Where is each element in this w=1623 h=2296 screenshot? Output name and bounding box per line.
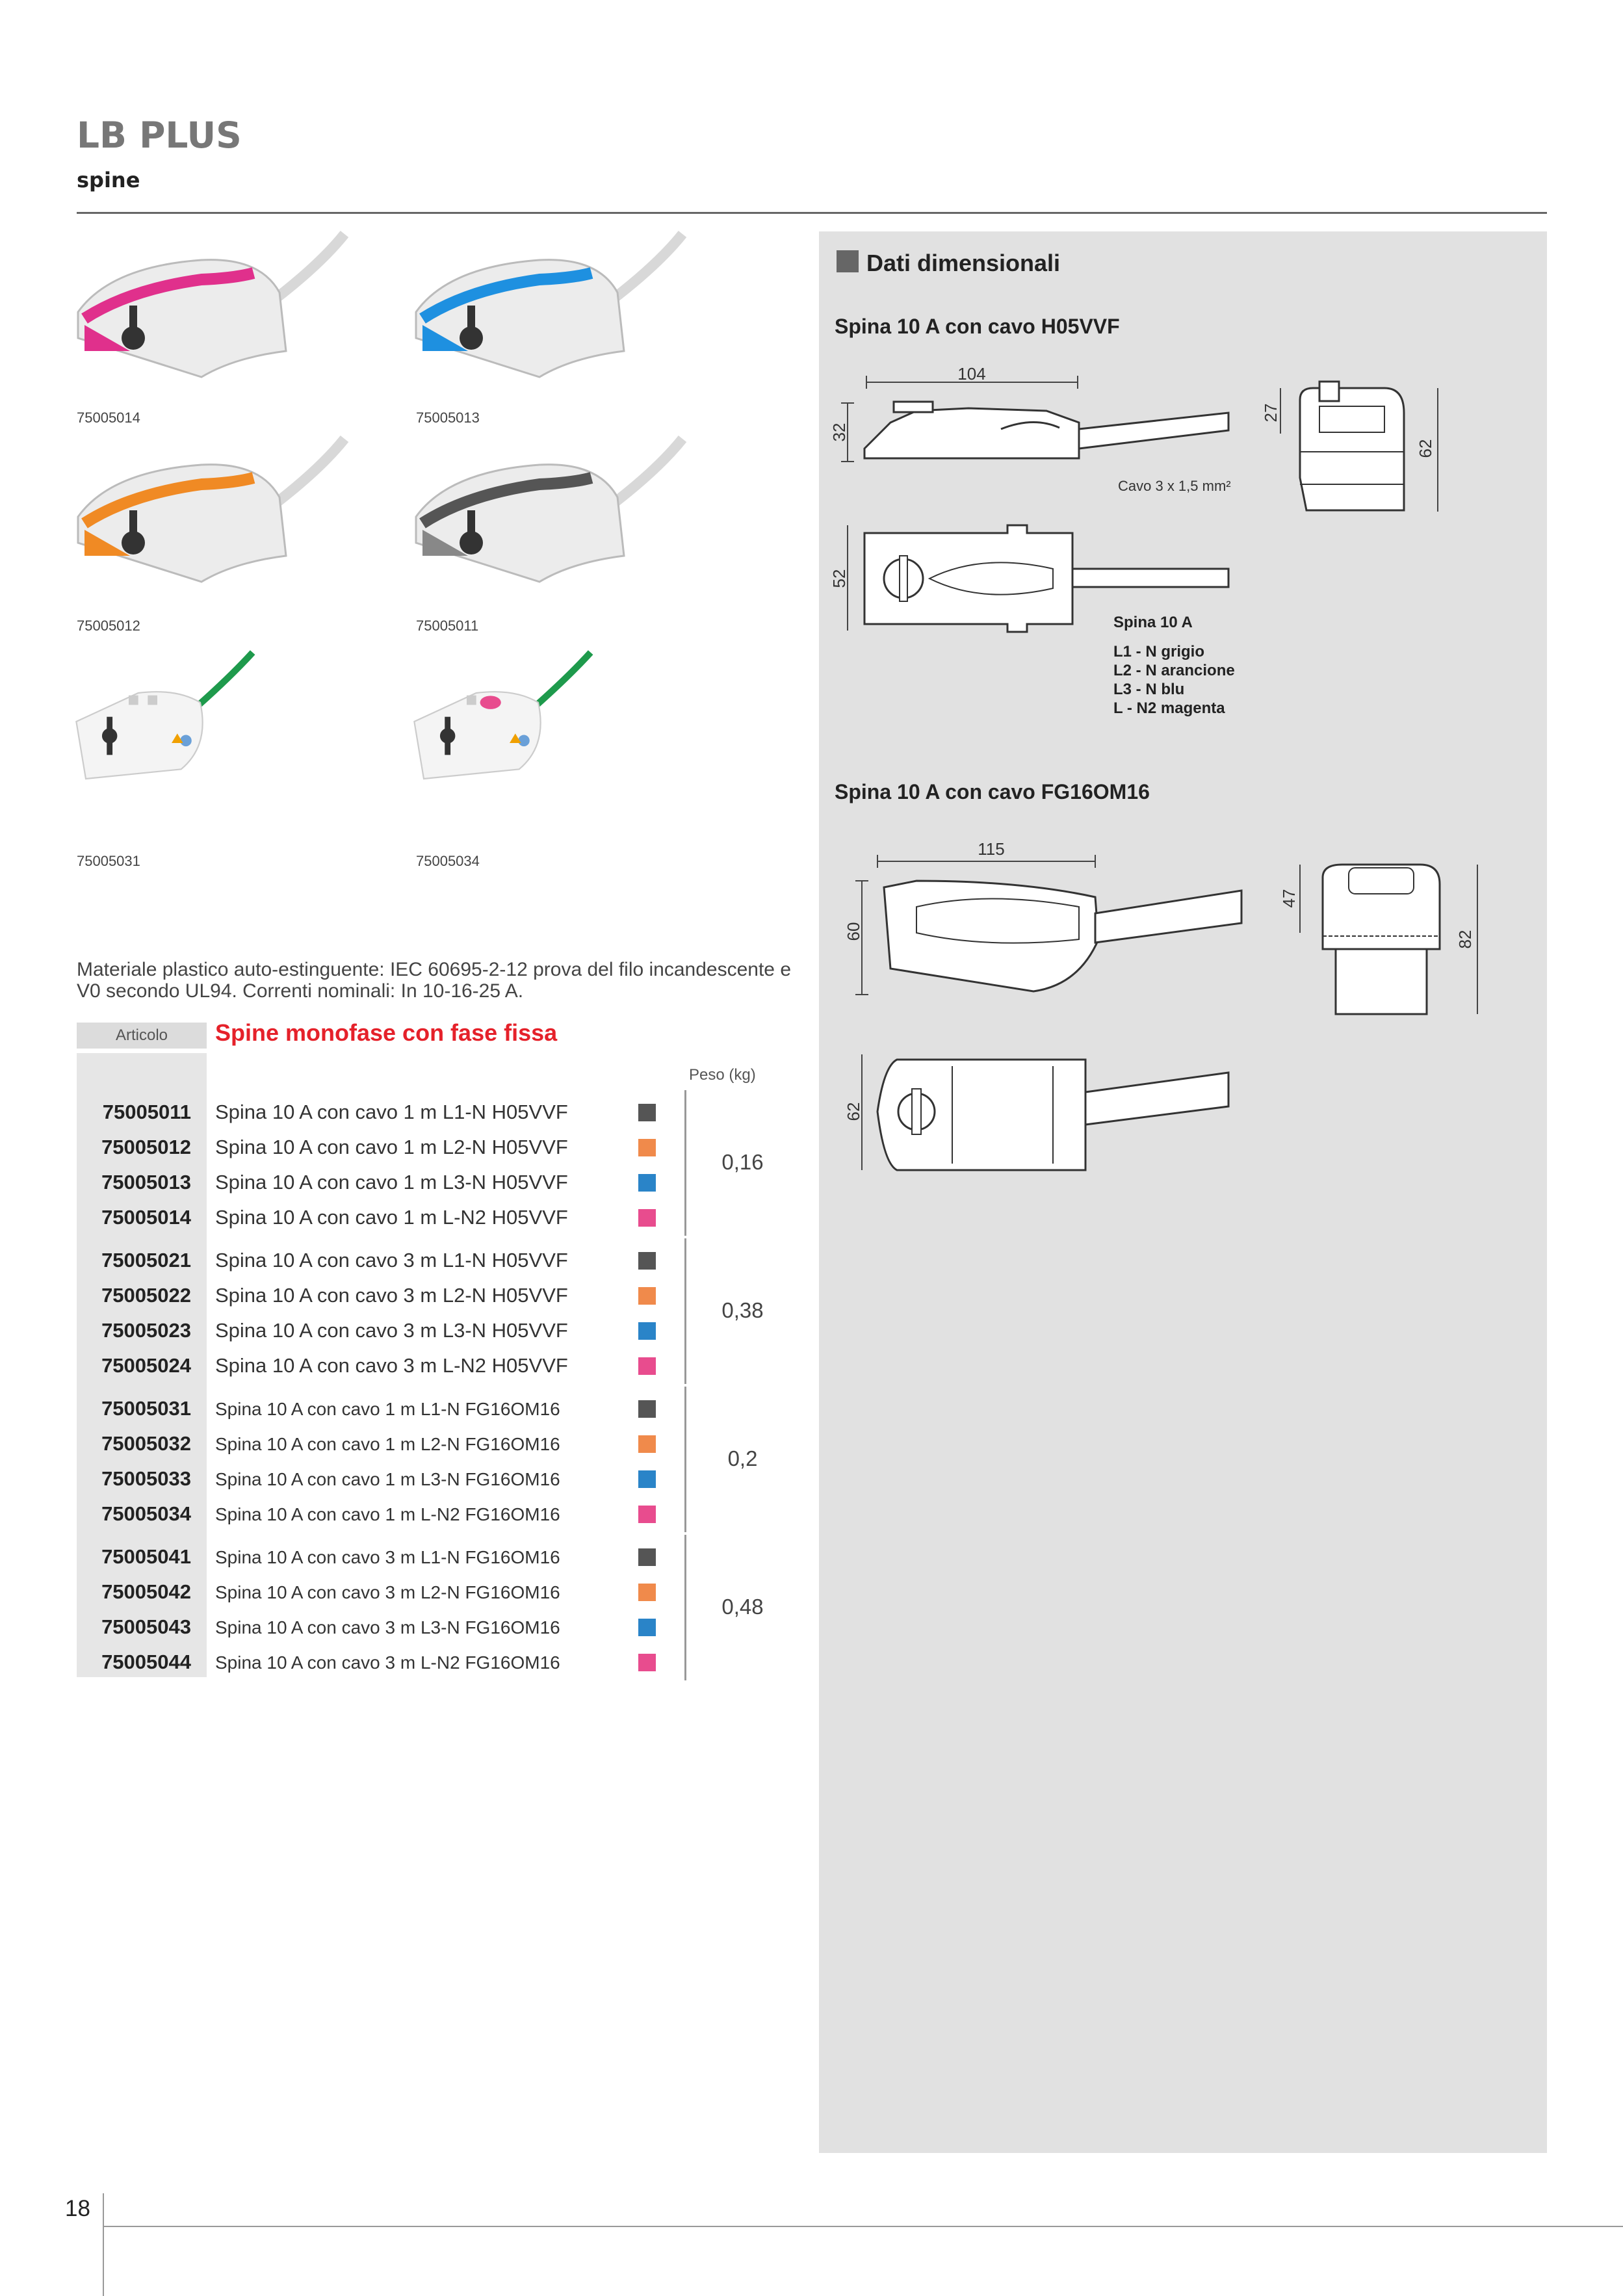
table-row-description: Spina 10 A con cavo 1 m L-N2 H05VVF <box>215 1206 568 1229</box>
color-swatch <box>638 1548 656 1566</box>
section-title-fg16om16: Spina 10 A con cavo FG16OM16 <box>835 780 1150 803</box>
table-row-code: 75005014 <box>101 1206 191 1229</box>
table-row-description: Spina 10 A con cavo 1 m L1-N H05VVF <box>215 1101 568 1123</box>
group-divider <box>684 1238 686 1384</box>
table-row-description: Spina 10 A con cavo 3 m L2-N H05VVF <box>215 1284 568 1307</box>
dim-front-top: 47 <box>1279 889 1299 908</box>
legend-item: L - N2 magenta <box>1113 699 1225 717</box>
legend-item: L1 - N grigio <box>1113 643 1204 660</box>
color-swatch <box>638 1654 656 1671</box>
cable-note: Cavo 3 x 1,5 mm² <box>1118 478 1231 494</box>
dim-length: 104 <box>957 364 986 384</box>
color-swatch <box>638 1139 656 1156</box>
table-row-code: 75005023 <box>101 1319 191 1342</box>
table-row-code: 75005034 <box>101 1502 191 1525</box>
panel-title: Dati dimensionali <box>866 250 1061 276</box>
group-divider <box>684 1090 686 1236</box>
color-swatch <box>638 1209 656 1227</box>
color-swatch <box>638 1252 656 1270</box>
product-photo-75005034 <box>409 650 682 793</box>
legend-title: Spina 10 A <box>1113 614 1193 631</box>
table-row-description: Spina 10 A con cavo 1 m L2-N H05VVF <box>215 1136 568 1158</box>
table-row-code: 75005024 <box>101 1354 191 1377</box>
drawing-h05vvf-front <box>1261 380 1443 523</box>
dim-length: 115 <box>978 839 1005 859</box>
dim-front-height: 82 <box>1455 930 1475 949</box>
table-row-description: Spina 10 A con cavo 3 m L2-N FG16OM16 <box>215 1582 560 1602</box>
legend-item: L3 - N blu <box>1113 681 1185 698</box>
photo-code: 75005034 <box>416 853 480 869</box>
section-title-h05vvf: Spina 10 A con cavo H05VVF <box>835 315 1120 338</box>
color-swatch <box>638 1174 656 1192</box>
color-swatch <box>638 1322 656 1340</box>
table-row-code: 75005044 <box>101 1650 191 1673</box>
table-row-description: Spina 10 A con cavo 3 m L3-N FG16OM16 <box>215 1617 560 1637</box>
header-divider <box>77 212 1547 214</box>
group-weight: 0,16 <box>721 1150 764 1174</box>
table-row-description: Spina 10 A con cavo 1 m L3-N H05VVF <box>215 1171 568 1194</box>
drawing-fg16om16-front <box>1277 852 1485 1021</box>
color-swatch <box>638 1104 656 1121</box>
table-row-code: 75005031 <box>101 1397 191 1420</box>
table-row-code: 75005033 <box>101 1467 191 1490</box>
footer-rule <box>103 2226 1623 2227</box>
table-row-description: Spina 10 A con cavo 3 m L-N2 FG16OM16 <box>215 1652 560 1673</box>
table-title: Spine monofase con fase fissa <box>215 1019 558 1046</box>
table-row-code: 75005011 <box>102 1101 191 1123</box>
photo-code: 75005014 <box>77 410 140 426</box>
dim-width: 62 <box>844 1102 863 1121</box>
color-swatch <box>638 1584 656 1601</box>
footer-vertical-rule <box>103 2193 104 2296</box>
drawing-h05vvf-side <box>829 358 1287 507</box>
panel-marker <box>837 250 859 272</box>
dim-front-top: 27 <box>1261 403 1280 423</box>
table-row-code: 75005042 <box>101 1580 191 1603</box>
product-photo-75005011 <box>409 432 682 575</box>
product-photo-75005031 <box>71 650 344 793</box>
photo-code: 75005012 <box>77 618 140 634</box>
color-swatch <box>638 1619 656 1636</box>
group-weight: 0,2 <box>727 1446 758 1470</box>
group-divider <box>684 1387 686 1532</box>
table-row-code: 75005021 <box>101 1249 191 1272</box>
dim-width: 52 <box>829 569 849 588</box>
photo-code: 75005013 <box>416 410 480 426</box>
table-row-code: 75005041 <box>101 1545 191 1568</box>
table-row-code: 75005022 <box>101 1284 191 1307</box>
peso-header: Peso (kg) <box>689 1066 756 1084</box>
photo-code: 75005011 <box>416 618 479 634</box>
group-weight: 0,48 <box>721 1595 764 1619</box>
articolo-header: Articolo <box>77 1023 207 1049</box>
table-row-description: Spina 10 A con cavo 3 m L1-N FG16OM16 <box>215 1547 560 1567</box>
page-subtitle: spine <box>77 168 140 192</box>
table-row-description: Spina 10 A con cavo 3 m L3-N H05VVF <box>215 1319 568 1342</box>
color-swatch <box>638 1357 656 1375</box>
table-row-description: Spina 10 A con cavo 1 m L-N2 FG16OM16 <box>215 1504 560 1524</box>
color-swatch <box>638 1435 656 1453</box>
table-row-code: 75005043 <box>101 1615 191 1638</box>
product-photo-75005013 <box>409 228 682 371</box>
product-photo-75005014 <box>71 228 344 371</box>
product-photo-75005012 <box>71 432 344 575</box>
color-swatch <box>638 1506 656 1523</box>
page-number: 18 <box>65 2196 90 2221</box>
table-row-description: Spina 10 A con cavo 1 m L3-N FG16OM16 <box>215 1469 560 1489</box>
dim-height: 32 <box>829 423 849 442</box>
table-row-description: Spina 10 A con cavo 1 m L2-N FG16OM16 <box>215 1434 560 1454</box>
material-description: Materiale plastico auto-estinguente: IEC 60695-2-12 prova del filo incandescente e V0 secondo UL94. Correnti nominali: In 10-16-25 A. <box>77 959 792 1002</box>
group-divider <box>684 1535 686 1680</box>
page-title: LB PLUS <box>77 114 242 156</box>
dim-front-height: 62 <box>1416 439 1435 458</box>
dim-height: 60 <box>844 922 863 941</box>
color-swatch <box>638 1470 656 1488</box>
table-row-code: 75005032 <box>101 1432 191 1455</box>
group-weight: 0,38 <box>721 1298 764 1322</box>
drawing-fg16om16-top <box>838 1047 1241 1183</box>
table-row-description: Spina 10 A con cavo 1 m L1-N FG16OM16 <box>215 1399 560 1419</box>
color-swatch <box>638 1400 656 1418</box>
table-row-code: 75005012 <box>101 1136 191 1158</box>
table-row-description: Spina 10 A con cavo 3 m L-N2 H05VVF <box>215 1354 568 1377</box>
photo-code: 75005031 <box>77 853 140 869</box>
color-swatch <box>638 1287 656 1305</box>
table-row-code: 75005013 <box>101 1171 191 1194</box>
table-row-description: Spina 10 A con cavo 3 m L1-N H05VVF <box>215 1249 568 1272</box>
legend <box>1113 613 1235 718</box>
legend-item: L2 - N arancione <box>1113 662 1235 679</box>
drawing-fg16om16-side <box>838 835 1267 1011</box>
